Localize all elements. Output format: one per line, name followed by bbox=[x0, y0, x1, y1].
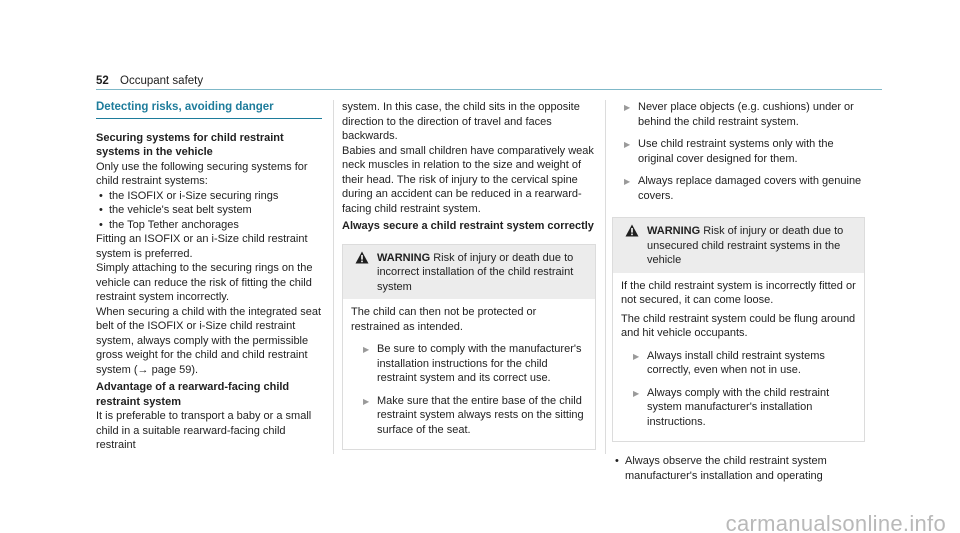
column-2 bbox=[342, 100, 596, 450]
paragraph: system. In this case, the child sits in the opposite direction to the direction of travel and faces backwards. bbox=[342, 101, 580, 142]
warning-triangle-icon bbox=[625, 224, 639, 237]
instruction-list bbox=[612, 100, 865, 203]
warning-body bbox=[343, 299, 595, 449]
list-item: • the vehicle's seat belt system bbox=[96, 203, 324, 218]
instruction-list bbox=[621, 349, 856, 430]
column-3 bbox=[612, 100, 865, 483]
warning-label: WARNING bbox=[647, 225, 701, 237]
page-header bbox=[96, 74, 203, 89]
warning-box bbox=[342, 244, 596, 451]
warning-header bbox=[613, 218, 864, 273]
paragraph: It is preferable to transport a baby or a small child in a suitable rearward-facing child restraint bbox=[96, 410, 312, 451]
warning-text: Risk of injury or death due to incorrect installation of the child restraint system bbox=[377, 251, 574, 293]
section-title: Detecting risks, avoiding danger bbox=[96, 100, 322, 119]
warning-text: Risk of injury or death due to unsecured child restraint systems in the vehicle bbox=[647, 225, 844, 266]
bullet-list bbox=[612, 454, 865, 483]
section-name: Occupant safety bbox=[120, 75, 204, 87]
warning-header bbox=[343, 245, 595, 300]
instruction-step: ▶ Use child restraint systems only with the original cover designed for them. bbox=[612, 137, 865, 166]
list-item: • the Top Tether anchorages bbox=[96, 218, 324, 233]
warning-body bbox=[613, 273, 864, 442]
warning-label: WARNING bbox=[377, 251, 431, 264]
instruction-step: ▶ Always replace damaged covers with genuine covers. bbox=[612, 174, 865, 203]
paragraph: Simply attaching to the securing rings on the vehicle can reduce the risk of fitting the child restraint system incorrectly. bbox=[96, 262, 313, 303]
instruction-step: ▶ Never place objects (e.g. cushions) under or behind the child restraint system. bbox=[612, 100, 865, 129]
instruction-step: ▶ Always comply with the child restraint system manufacturer's installation instructions. bbox=[621, 386, 856, 430]
watermark: carmanualsonline.info bbox=[725, 510, 946, 533]
column-1 bbox=[96, 100, 324, 453]
instruction-step: ▶ Be sure to comply with the manufacturer's installation instructions for the child restraint system and its correct use. bbox=[351, 342, 587, 386]
warning-triangle-icon bbox=[355, 251, 369, 264]
list-item: • the ISOFIX or i-Size securing rings bbox=[96, 189, 324, 204]
instruction-step: ▶ Make sure that the entire base of the child restraint system always rests on the sitting surface of the seat. bbox=[351, 394, 587, 438]
paragraph-with-page-link: When securing a child with the integrated seat belt of the ISOFIX or i-Size child restraint system, always comply with the permissible gross weight for the child and child restraint system (→ page 59). bbox=[96, 305, 322, 376]
warning-paragraph: If the child restraint system is incorrectly fitted or not secured, it can come loose. bbox=[621, 279, 856, 306]
column-divider bbox=[605, 100, 606, 454]
warning-box bbox=[612, 217, 865, 442]
page-number: 52 bbox=[96, 75, 109, 87]
instruction-step: ▶ Always install child restraint systems correctly, even when not in use. bbox=[621, 349, 856, 378]
header-rule bbox=[96, 89, 882, 90]
bullet-list bbox=[96, 189, 324, 233]
paragraph: Fitting an ISOFIX or an i-Size child restraint system is preferred. bbox=[96, 233, 308, 260]
subheading-rearward-facing: Advantage of a rearward-facing child restraint system bbox=[96, 381, 290, 408]
instruction-list bbox=[351, 342, 587, 437]
paragraph: Babies and small children have comparatively weak neck muscles in relation to the size and weight of their head. The risk of injury to the cervical spine during an accident can be reduced in a rearward-facing child restraint system. bbox=[342, 144, 594, 215]
paragraph: Only use the following securing systems for child restraint systems: bbox=[96, 160, 308, 187]
warning-paragraph: The child restraint system could be flung around and hit vehicle occupants. bbox=[621, 312, 856, 339]
subheading-securing-systems: Securing systems for child restraint systems in the vehicle bbox=[96, 131, 284, 158]
list-item: • Always observe the child restraint system manufacturer's installation and operating bbox=[612, 454, 865, 483]
subheading-secure-correctly: Always secure a child restraint system correctly bbox=[342, 220, 594, 232]
column-divider bbox=[333, 100, 334, 454]
warning-paragraph: The child can then not be protected or restrained as intended. bbox=[351, 306, 537, 333]
